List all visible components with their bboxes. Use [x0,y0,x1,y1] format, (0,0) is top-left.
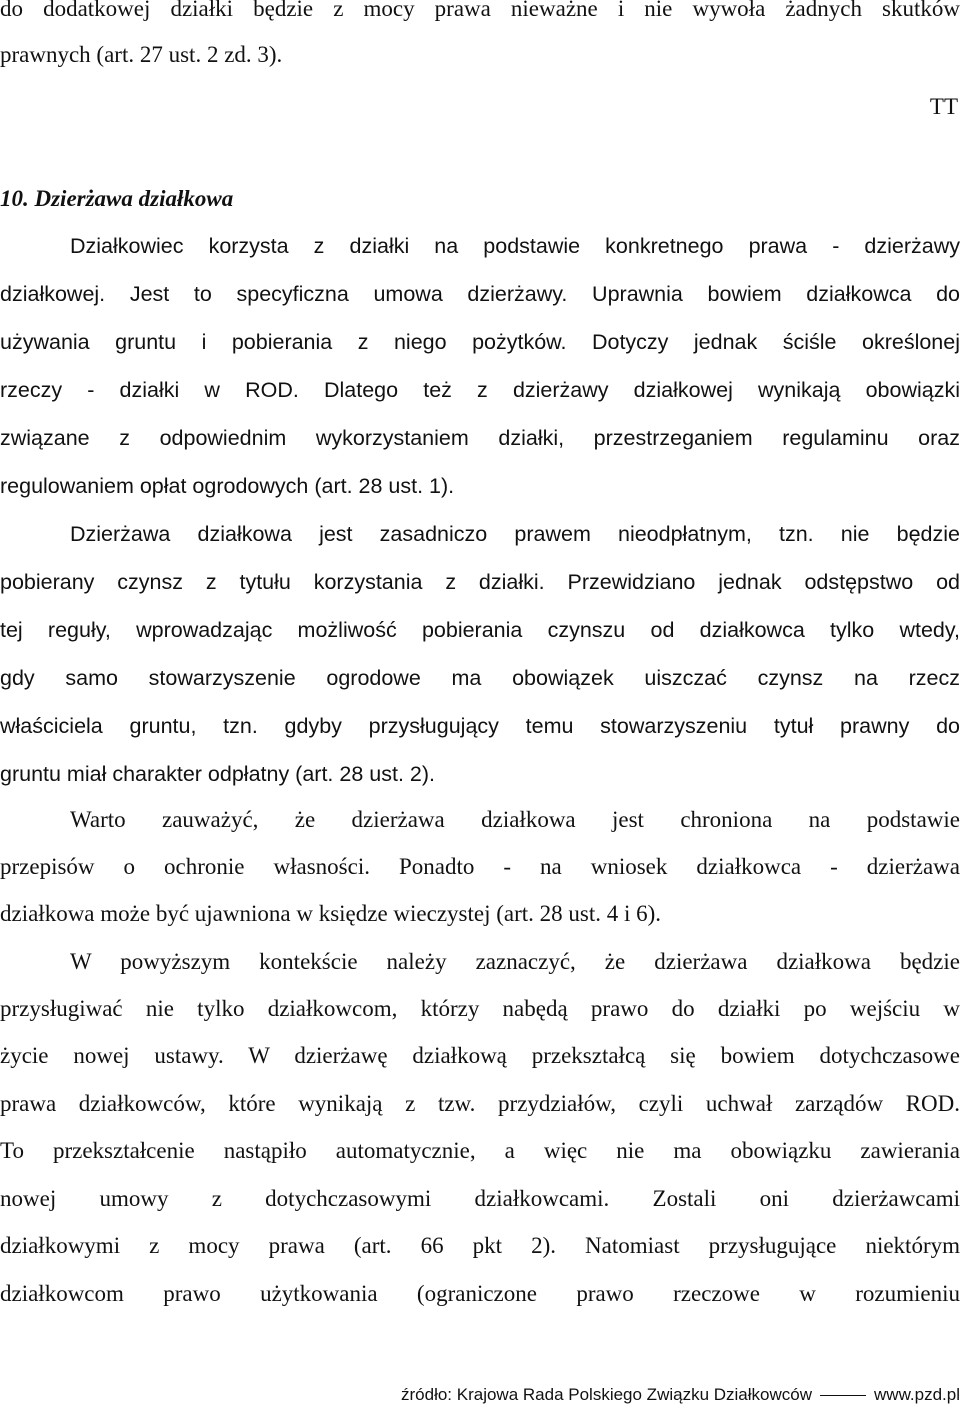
text-line: Działkowiec korzysta z działki na podstawie konkretnego prawa - dzierżawy [70,234,960,258]
text-line: działkowcom prawo użytkowania (ograniczone prawo rzeczowe w rozumieniu [0,1281,960,1306]
text-line: prawa działkowców, które wynikają z tzw. przydziałów, czyli uchwał zarządów ROD. [0,1091,960,1116]
text-line: Dzierżawa działkowa jest zasadniczo prawem nieodpłatnym, tzn. nie będzie [70,522,960,546]
text-line: prawnych (art. 27 ust. 2 zd. 3). [0,42,283,67]
text-line: nowej umowy z dotychczasowymi działkowcami. Zostali oni dzierżawcami [0,1186,960,1211]
text-line: gdy samo stowarzyszenie ogrodowe ma obowiązek uiszczać czynsz na rzecz [0,666,960,690]
text-line: używania gruntu i pobierania z niego pożytków. Dotyczy jednak ściśle określonej [0,330,960,354]
text-line: życie nowej ustawy. W dzierżawę działkową przekształcą się bowiem dotychczasowe [0,1043,960,1068]
text-line: To przekształcenie nastąpiło automatycznie, a więc nie ma obowiązku zawierania [0,1138,960,1163]
text-line: przysługiwać nie tylko działkowcom, którzy nabędą prawo do działki po wejściu w [0,996,960,1021]
text-line: działkowymi z mocy prawa (art. 66 pkt 2). Natomiast przysługujące niektórym [0,1233,960,1258]
text-line: działkowej. Jest to specyficzna umowa dzierżawy. Uprawnia bowiem działkowca do [0,282,960,306]
text-line: tej reguły, wprowadzając możliwość pobierania czynszu od działkowca tylko wtedy, [0,618,960,642]
text-line: rzeczy - działki w ROD. Dlatego też z dzierżawy działkowej wynikają obowiązki [0,378,960,402]
footer-divider [820,1395,866,1396]
author-initials: TT [929,94,958,119]
page-footer [0,1384,960,1406]
text-line: właściciela gruntu, tzn. gdyby przysługujący temu stowarzyszeniu tytuł prawny do [0,714,960,738]
text-line: działkowa może być ujawniona w księdze wieczystej (art. 28 ust. 4 i 6). [0,901,662,926]
text-line: gruntu miał charakter odpłatny (art. 28 ust. 2). [0,762,435,786]
text-line: pobierany czynsz z tytułu korzystania z działki. Przewidziano jednak odstępstwo od [0,570,960,594]
text-line: regulowaniem opłat ogrodowych (art. 28 ust. 1). [0,474,455,498]
footer-url[interactable]: www.pzd.pl [874,1385,960,1404]
section-heading: 10. Dzierżawa działkowa [0,186,234,211]
text-line: Warto zauważyć, że dzierżawa działkowa jest chroniona na podstawie [70,807,960,832]
text-line: do dodatkowej działki będzie z mocy prawa nieważne i nie wywoła żadnych skutków [0,0,960,21]
text-line: W powyższym kontekście należy zaznaczyć, że dzierżawa działkowa będzie [70,949,960,974]
text-line: związane z odpowiednim wykorzystaniem działki, przestrzeganiem regulaminu oraz [0,426,960,450]
text-line: przepisów o ochronie własności. Ponadto - na wniosek działkowca - dzierżawa [0,854,960,879]
footer-source: źródło: Krajowa Rada Polskiego Związku Działkowców [401,1385,813,1404]
